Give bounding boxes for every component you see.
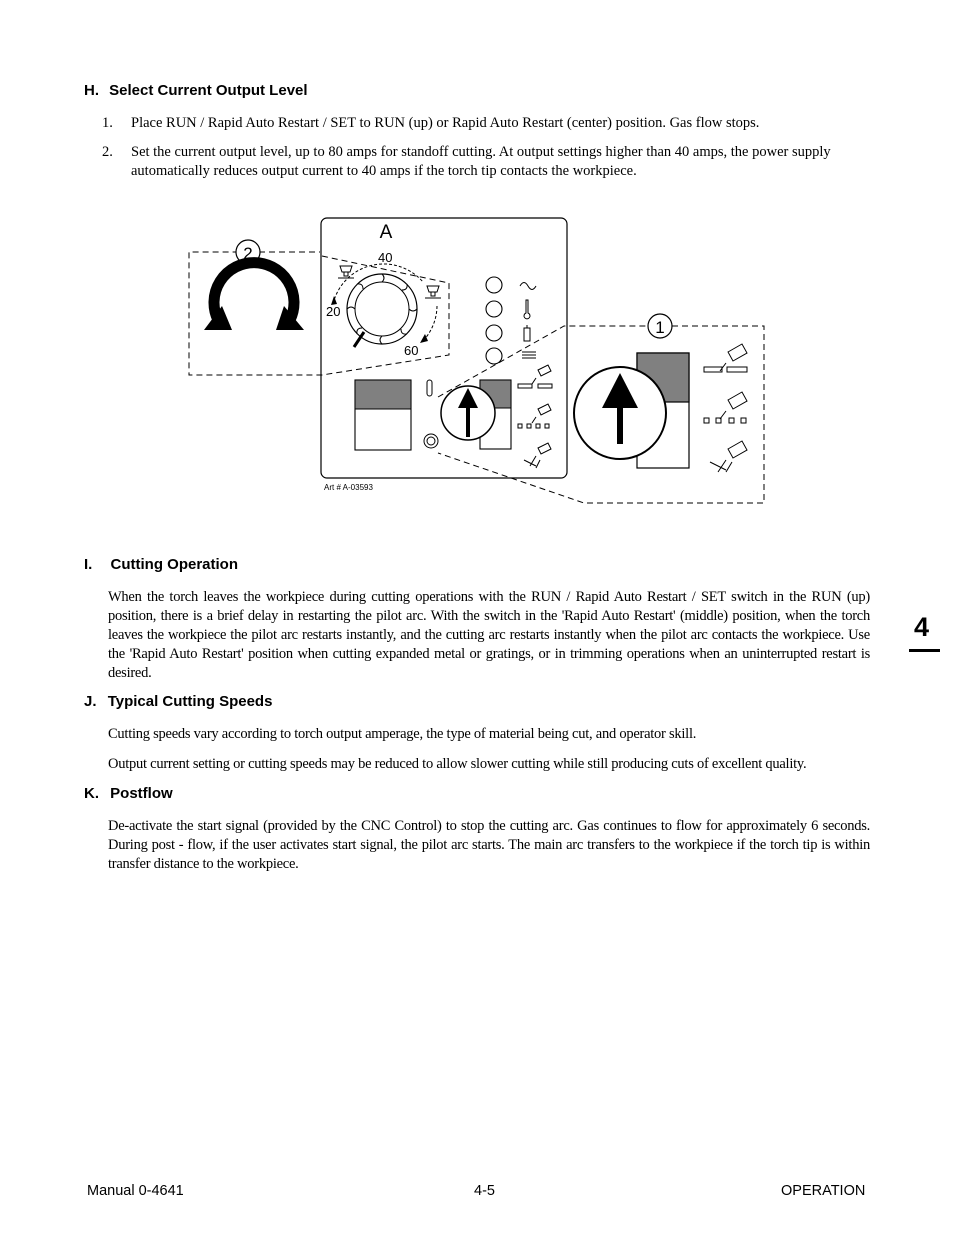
mode-switch-small-rocker [355,380,411,409]
torch-icon [518,404,551,428]
knob-callout-number: 2 [243,244,253,263]
section-i-letter: I. [84,556,93,573]
torch-icon [518,365,552,388]
section-i-body: When the torch leaves the workpiece during cutting operations with the RUN / Rapid Auto Restart / SET switch in the RUN (up) position, there is a brief delay in restarting the pilot arc. With the switch in the 'Rapid Auto Restart' (middle) position, when the torch leaves the workpiece the pilot arc restarts instantly, and the cutting arc restarts instantly when the pilot arc contacts the workpiece. Use the 'Rapid Auto Restart' position when cutting expanded metal or gratings, or in trimming operations when an uninterrupted restart is desired. [108,589,870,681]
slot-icon [427,380,432,396]
section-j-body-2: Output current setting or cutting speeds may be reduced to allow slower cutting while still producing cuts of excellent quality. [108,756,807,772]
section-j-title: Typical Cutting Speeds [107,693,273,710]
gas-pressure-icon [524,325,530,341]
torch-icon [524,443,551,468]
section-k-letter: K. [84,785,99,802]
torch-icon [710,441,747,472]
section-k-heading [84,785,173,802]
step-number: 2. [102,144,113,160]
dial-arrow-icon [420,334,428,343]
step-number: 1. [102,115,113,131]
art-number: Art # A-03593 [324,483,373,492]
chapter-tab-bar [909,649,940,652]
panel-letter: A [379,222,393,243]
switch-callout-number: 1 [655,318,665,337]
footer-section-name: OPERATION [781,1183,866,1199]
current-knob [347,274,417,347]
section-h-letter: H. [84,82,99,99]
fault-icon [522,352,536,358]
ac-indicator-light [486,277,502,293]
reset-button-icon [424,434,438,448]
section-k-body: De-activate the start signal (provided by the CNC Control) to stop the cutting arc. Gas continues to flow for approximately 6 seconds. During post - flow, if the user activates start signal, the pilot arc starts. The main arc transfers to the workpiece if the torch tip is within transfer distance to the workpiece. [108,818,870,872]
torch-icon [704,344,747,372]
low-gas-icon [338,266,354,278]
chapter-tab-number: 4 [914,612,930,642]
torch-icon [704,392,747,423]
dial-label-40: 40 [378,250,393,265]
control-panel-figure [0,0,954,520]
section-j-heading [84,693,272,710]
step-text: Set the current output level, up to 80 amps for standoff cutting. At output settings higher than 40 amps, the power supply automatically reduces output current to 40 amps if the torch tip contacts the workpiece. [131,144,831,179]
section-i-heading [84,556,238,573]
dial-label-20: 20 [326,304,341,319]
fault-indicator-light [486,348,502,364]
footer-page-number: 4-5 [474,1183,495,1199]
footer-manual-number: Manual 0-4641 [87,1183,184,1199]
section-j-letter: J. [84,693,97,710]
temp-indicator-light [486,301,502,317]
section-k-title: Postflow [110,785,173,802]
section-i-title: Cutting Operation [110,556,239,573]
high-gas-icon [425,286,441,298]
gas-indicator-light [486,325,502,341]
section-j-body-1: Cutting speeds vary according to torch output amperage, the type of material being cut, and operator skill. [108,726,697,742]
rotate-arrows-icon [204,263,304,330]
section-h-title: Select Current Output Level [109,82,308,99]
temperature-icon [524,300,530,319]
ac-power-icon [520,283,536,290]
dial-label-60: 60 [404,343,419,358]
step-text: Place RUN / Rapid Auto Restart / SET to RUN (up) or Rapid Auto Restart (center) position. Gas flow stops. [131,115,760,131]
